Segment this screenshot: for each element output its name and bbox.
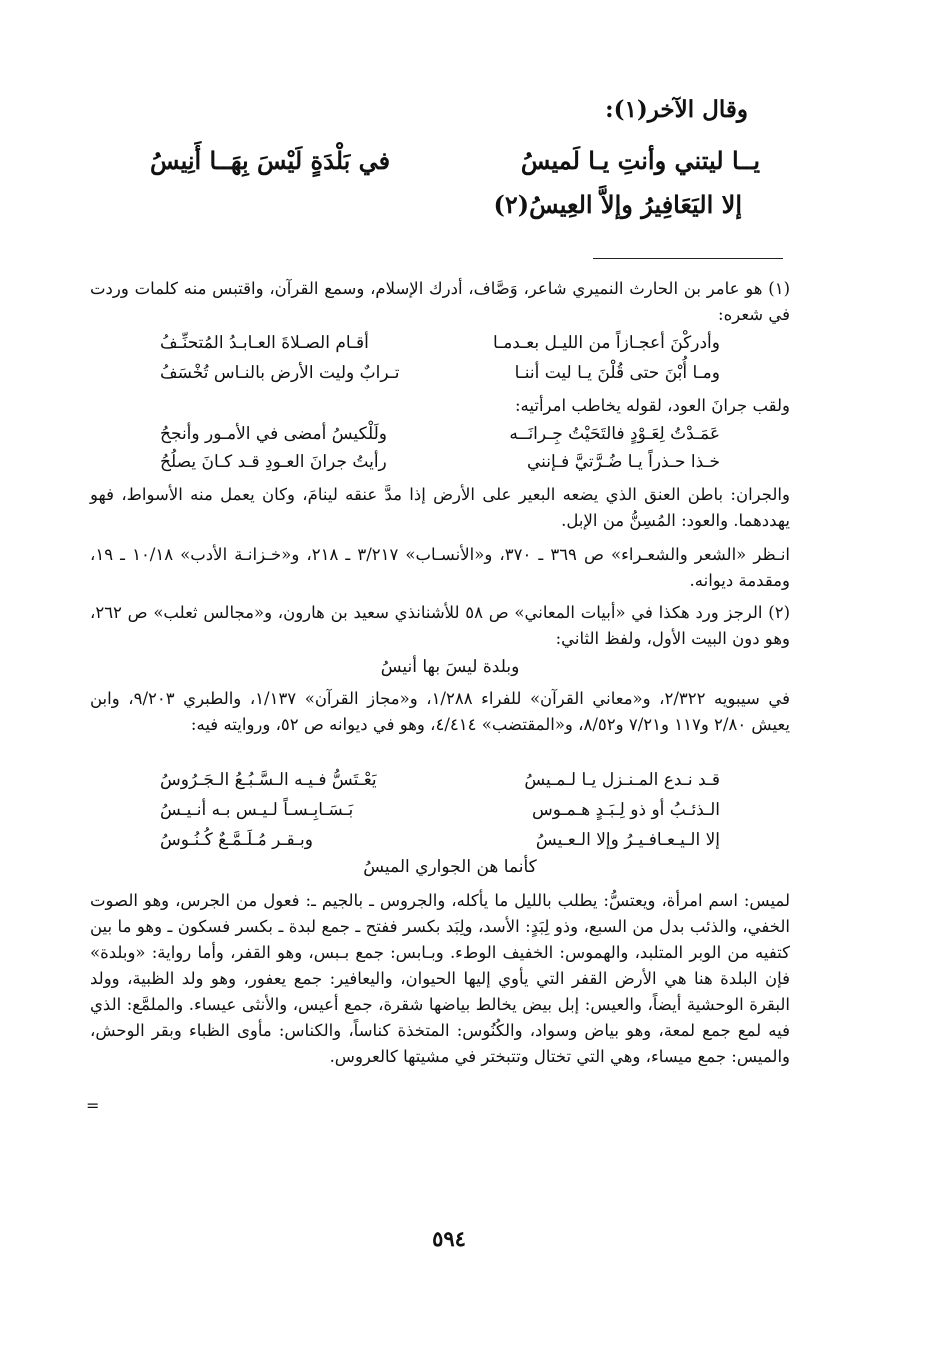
footnote-1-intro: (١) هو عامر بن الحارث النميري شاعر، وَصَّاف، أدرك الإسلام، وسمع القرآن، واقتبس منه كلمات وردت في شعره: <box>90 279 790 324</box>
verse-second-hemistich: يَعْـتَسُّ فـيـه الـسَّـبُـعُ الـجَـرُوسُ <box>160 770 377 790</box>
page-number: ٥٩٤ <box>432 1226 466 1251</box>
verse-first-hemistich: خـذا حـذراً يـا ضُـرَّتيَّ فـإنني <box>526 452 720 472</box>
footnote-1-verse-3 <box>160 424 720 450</box>
footnote-2-quote: وبلدة ليسَ بها أنيسُ <box>380 657 520 677</box>
verse-second-hemistich: رأيتُ جرانَ العـودِ قـد كـانَ يصلُحُ <box>160 452 387 472</box>
footnote-1-references: انـظر «الشعر والشعـراء» ص ٣٦٩ ـ ٣٧٠، و«الأنسـاب» ٣/٢١٧ ـ ٢١٨، و«خـزانـة الأدب» ١٠/١٨ ـ ١٩، ومقدمة ديوانه. <box>90 545 790 590</box>
footnote-2-verse-2 <box>160 800 720 826</box>
footnote-2-verse-3 <box>160 830 720 856</box>
verse-1-first-hemistich: يــا ليتني وأنتِ يـا لَميسُ <box>520 146 760 175</box>
verse-first-hemistich: إلا الـيـعـافـيـرُ وإلا الـعـيسُ <box>535 830 720 850</box>
footnote-1-explanation: والجران: باطن العنق الذي يضعه البعير على الأرض إذا مدَّ عنقه لينامَ، وكان يعمل منه الأسواط، فهو يهددهما. والعود: المُسِنُّ من الإبل. <box>90 485 790 530</box>
footnote-2-intro: (٢) الرجز ورد هكذا في «أبيات المعاني» ص ٥٨ للأشنانذي سعيد بن هارون، و«مجالس ثعلب» ص ٢٦٢، وهو دون البيت الأول، ولفظ الثاني: <box>90 603 790 648</box>
footnote-separator <box>593 258 783 259</box>
margin-mark: = <box>86 1096 100 1115</box>
verse-second-hemistich: أقـام الصـلاةَ العـابـدُ المُتحنِّـفُ <box>160 333 369 353</box>
verse-1-second-hemistich: في بَلْدَةٍ لَيْسَ بِهَــا أَنِيسُ <box>150 146 391 175</box>
footnote-1-verse-2 <box>160 363 720 389</box>
verse-first-hemistich: وأدركْنَ أعجـازاً من الليـل بعـدمـا <box>493 333 720 353</box>
footnote-2-glossary: لميس: اسم امرأة، ويعتسُّ: يطلب بالليل ما يأكله، والجروس ـ بالجيم ـ: فعول من الجرس، وهو الصوت الخفي، والذئب بدل من السبع، وذو لِبَدٍ: الأسد، ولِبَد بكسر ففتح ـ جمع لبدة ـ بكسر فسكون ـ وهو ما بين كتفيه من الوبر المتلبد، والهموس: الخفيف الوطء. وبـابس: جمع بـبس، وهو القفر، وأما رواية: «وبلدة» فإن البلدة هنا هي الأرض القفر التي يأوي إليها الحيوان، واليعافير: جمع يعفور، وهو ولد الظبية، وولد البقرة الوحشية أيضاً، والعيس: إبل بيض يخالط بياضها شقرة، جمع أعيس، والأنثى عيساء. والملمَّع: الذي فيه لمع جمع لمعة، وهو بياض وسواد، والكُنُوس: المتخذة كناساً، والكناس: مأوى الظباء وبقر الوحش، والميس: جمع ميساء، وهي التي تختال وتتبختر في مشيتها كالعروس. <box>90 891 790 1066</box>
footnote-1-verse-4 <box>160 452 720 478</box>
footnote-1-verse-1 <box>160 333 720 359</box>
footnote-2-quote-2: كأنما هن الجواري الميسُ <box>363 857 537 877</box>
verse-first-hemistich: قـد نـدع المـنـزل يـا لـمـيسُ <box>524 770 720 790</box>
footnote-1-nickname-line: ولقب جرانَ العود، لقوله يخاطب امرأتيه: <box>514 396 790 415</box>
verse-first-hemistich: الـذئـبُ أو ذو لِـبَـدٍ هـمـوس <box>531 800 720 820</box>
verse-first-hemistich: ومـا أُبْنَ حتى قُلْنَ يـا ليت أننـا <box>514 363 720 383</box>
footnote-2-verse-1 <box>160 770 720 796</box>
verse-first-hemistich: عَمَـدْتُ لِعَـوْدٍ فالتَحَيْتُ جِـرانَــه <box>509 424 720 444</box>
footnote-2-references: في سيبويه ٢/٣٢٢، و«معاني القرآن» للفراء ١/٢٨٨، و«مجاز القرآن» ١/١٣٧، والطبري ٩/٢٠٣، وابن يعيش ٢/٨٠ و١١٧ و٧/٢١ و٨/٥٢، و«المقتضب» ٤/٤١٤، وهو في ديوانه ص ٥٢، وروايته فيه: <box>90 689 790 734</box>
verse-second-hemistich: وبـقـر مُـلَـمَّـعٌ كُـنُـوسُ <box>160 830 313 850</box>
verse-second-hemistich: بَـسَـابِـسـاً لـيـس بـه أنـيـسُ <box>160 800 354 820</box>
verse-second-hemistich: ولَلْكيسُ أمضى في الأمـور وأنجحُ <box>160 424 387 444</box>
poem-intro: وقال الآخر(١): <box>605 96 748 123</box>
poem-verse-2: إلا اليَعَافِيرُ وإلاَّ العِيسُ(٢) <box>493 190 742 219</box>
verse-second-hemistich: تـرابٌ وليت الأرض بالنـاس تُخْسَفُ <box>160 363 400 383</box>
